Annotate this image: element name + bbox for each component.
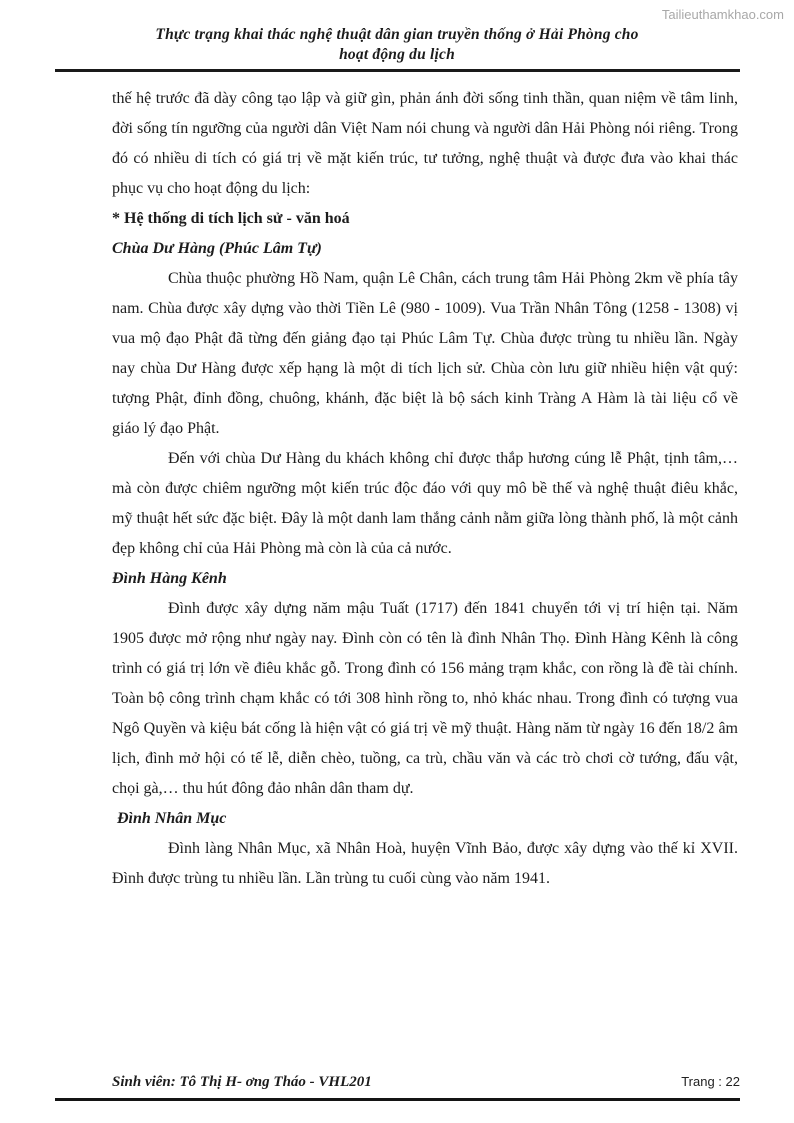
sub-heading-dinh-hang-kenh: Đình Hàng Kênh bbox=[112, 570, 227, 587]
footer-author: Sinh viên: Tô Thị H- ơng Tháo - VHL201 bbox=[112, 1074, 372, 1090]
paragraph-chua-du-hang-1: Chùa thuộc phường Hồ Nam, quận Lê Chân, cách trung tâm Hải Phòng 2km về phía tây nam. Chùa được xây dựng vào thời Tiền Lê (980 - 1009). Vua Trần Nhân Tông (1258 - 1308) vị vua mộ đạo Phật đã từng đến giảng đạo tại Phúc Lâm Tự. Chùa được trùng tu nhiều lần. Ngày nay chùa Dư Hàng được xếp hạng là một di tích lịch sử. Chùa còn lưu giữ nhiều hiện vật quý: tượng Phật, đỉnh đồng, chuông, khánh, đặc biệt là bộ sách kinh Tràng A Hàm là tài liệu cổ về giáo lý đạo Phật. bbox=[112, 270, 738, 437]
paragraph-chua-du-hang-2: Đến với chùa Dư Hàng du khách không chỉ được thắp hương cúng lễ Phật, tịnh tâm,… mà còn được chiêm ngưỡng một kiến trúc độc đáo với quy mô bề thế và nghệ thuật điêu khắc, mỹ thuật hết sức đặc biệt. Đây là một danh lam thắng cảnh nằm giữa lòng thành phố, là một cảnh đẹp không chỉ của Hải Phòng mà còn là của cả nước. bbox=[112, 450, 738, 557]
paragraph-continued: thế hệ trước đã dày công tạo lập và giữ gìn, phản ánh đời sống tinh thần, quan niệm về tâm linh, đời sống tín ngưỡng của người dân Việt Nam nói chung và người dân Hải Phòng nói riêng. Trong đó có nhiều di tích có giá trị về mặt kiến trúc, tư tưởng, nghệ thuật và được đưa vào khai thác phục vụ cho hoạt động du lịch: bbox=[112, 90, 738, 197]
header-title-line-1: Thực trạng khai thác nghệ thuật dân gian truyền thống ở Hải Phòng cho bbox=[155, 26, 639, 43]
body-content bbox=[112, 84, 738, 894]
footer-page-number: Trang : 22 bbox=[681, 1074, 740, 1089]
header-title-line-2: hoạt động du lịch bbox=[339, 46, 455, 63]
paragraph-dinh-hang-kenh: Đình được xây dựng năm mậu Tuất (1717) đến 1841 chuyển tới vị trí hiện tại. Năm 1905 được mở rộng như ngày nay. Đình còn có tên là đình Nhân Thọ. Đình Hàng Kênh là công trình có giá trị lớn về điêu khắc gỗ. Trong đình có 156 mảng trạm khắc, con rồng là đề tài chính. Toàn bộ công trình chạm khắc có tới 308 hình rồng to, nhỏ khác nhau. Trong đình có tượng vua Ngô Quyền và kiệu bát cống là hiện vật có giá trị về mỹ thuật. Hàng năm từ ngày 16 đến 18/2 âm lịch, đình mở hội có tế lễ, diễn chèo, tuồng, ca trù, chầu văn và các trò chơi cờ tướng, đấu vật, chọi gà,… thu hút đông đảo nhân dân tham dự. bbox=[112, 600, 738, 797]
watermark: Tailieuthamkhao.com bbox=[661, 7, 784, 22]
section-heading-di-tich: * Hệ thống di tích lịch sử - văn hoá bbox=[112, 210, 350, 227]
sub-heading-chua-du-hang: Chùa Dư Hàng (Phúc Lâm Tự) bbox=[112, 240, 322, 257]
paragraph-dinh-nhan-muc: Đình làng Nhân Mục, xã Nhân Hoà, huyện Vĩnh Bảo, được xây dựng vào thế kỉ XVII. Đình được trùng tu nhiều lần. Lần trùng tu cuối cùng vào năm 1941. bbox=[112, 840, 738, 887]
header-double-rule bbox=[55, 69, 740, 72]
footer-rule bbox=[55, 1098, 740, 1101]
sub-heading-dinh-nhan-muc: Đình Nhân Mục bbox=[117, 810, 227, 827]
page-footer bbox=[112, 1074, 740, 1091]
